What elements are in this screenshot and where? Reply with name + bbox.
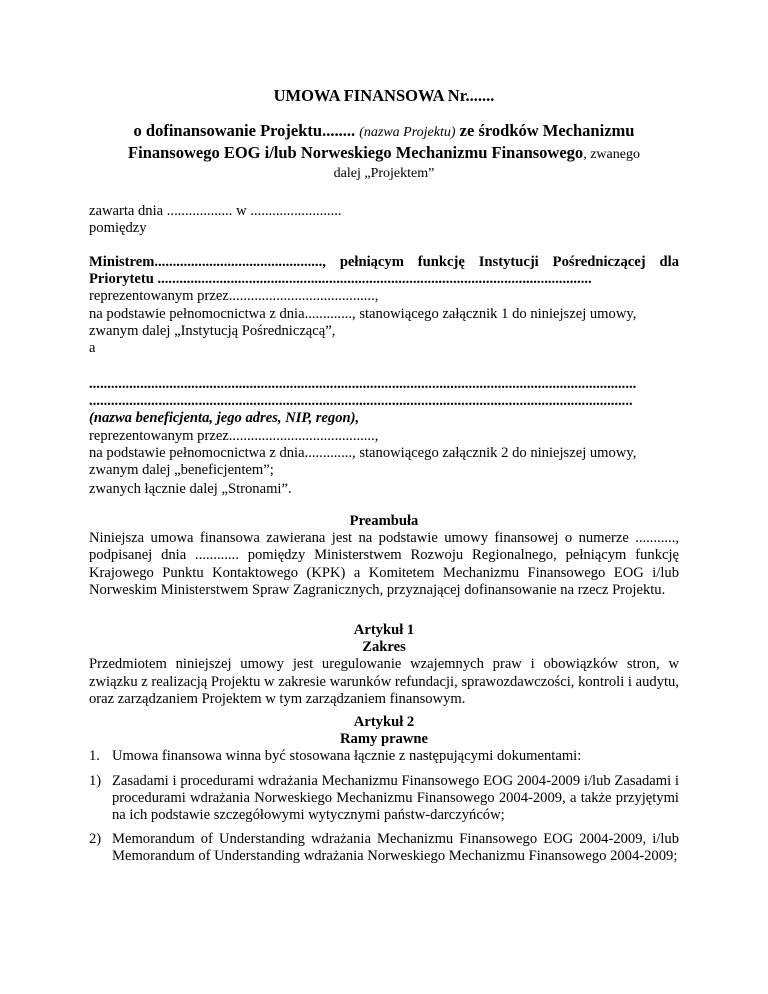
artykul2-item1-text: Umowa finansowa winna być stosowana łącznie z następującymi dokumentami: bbox=[112, 748, 582, 765]
party2-line5: na podstawie pełnomocnictwa z dnia............., stanowiącego załącznik 2 do niniejszej umowy, bbox=[89, 444, 637, 461]
artykul2-subitem-1 bbox=[89, 773, 679, 825]
artykul2-subitem-1-text: Zasadami i procedurami wdrażania Mechanizmu Finansowego EOG 2004-2009 i/lub Zasadami i procedurami wdrażania Norweskiego Mechanizmu Finansowego 2004-2009, a także przyjętymi na ich podstawie szczegółowymi wytycznymi państw-darczyńców; bbox=[112, 772, 679, 824]
subtitle-part1: o dofinansowanie Projektu........ bbox=[133, 121, 356, 140]
party2-block bbox=[89, 376, 679, 479]
stronami-text: zwanych łącznie dalej „Stronami”. bbox=[89, 481, 292, 497]
stronami-block bbox=[89, 481, 679, 498]
party1-line5: zwanym dalej „Instytucją Pośredniczącą”, bbox=[89, 322, 336, 339]
party1-line1b: pełniącym funkcję Instytucji Pośredniczącej dla bbox=[339, 254, 679, 270]
artykul2-section bbox=[89, 714, 679, 866]
party1-block bbox=[89, 254, 679, 357]
preambula-text: Niniejsza umowa finansowa zawierana jest na podstawie umowy finansowej o numerze ..........., podpisanej dnia ............ pomiędzy Ministerstwem Rozwoju Regionalnego, pełniącym funkcję Krajowego Punktu Kontaktowego (KPK) a Komitetem Mechanizmu Finansowego EOG i/lub Norweskim Ministerstwem Spraw Zagranicznych, przyznającej dofinansowanie na rzecz Projektu. bbox=[89, 530, 679, 598]
artykul1-heading: Artykuł 1 bbox=[353, 622, 415, 638]
intro-block bbox=[89, 203, 679, 237]
party1-line4: na podstawie pełnomocnictwa z dnia............., stanowiącego załącznik 1 do niniejszej umowy, bbox=[89, 305, 637, 322]
party1-line6: a bbox=[89, 340, 96, 357]
preambula-heading: Preambuła bbox=[349, 513, 419, 529]
artykul2-subitem-2-num: 2) bbox=[89, 831, 102, 848]
artykul1-section bbox=[89, 622, 679, 708]
artykul1-subheading: Zakres bbox=[362, 639, 406, 656]
subtitle-part2: (nazwa Projektu) bbox=[359, 125, 456, 140]
party2-line6: zwanym dalej „beneficjentem”; bbox=[89, 462, 274, 479]
artykul2-subheading: Ramy prawne bbox=[340, 731, 428, 748]
artykul2-subitem-2 bbox=[89, 831, 679, 865]
party2-line3: (nazwa beneficjenta, jego adres, NIP, regon), bbox=[89, 410, 360, 427]
subtitle-part5: , zwanego bbox=[583, 146, 640, 162]
subtitle-part6: dalej „Projektem” bbox=[333, 166, 435, 181]
artykul2-item1-num: 1. bbox=[89, 748, 100, 765]
document-subtitle bbox=[89, 121, 679, 183]
party2-dots1: ...................................................................................................................................................... bbox=[89, 376, 637, 392]
subtitle-part4: Finansowego EOG i/lub Norweskiego Mechanizmu Finansowego bbox=[128, 142, 584, 162]
artykul2-subitem-1-num: 1) bbox=[89, 772, 102, 789]
artykul2-subitem-2-text: Memorandum of Understanding wdrażania Mechanizmu Finansowego EOG 2004-2009, i/lub Memorandum of Understanding wdrażania Norweskiego Mechanizmu Finansowego 2004-2009; bbox=[112, 831, 679, 865]
party2-dots2: ..................................................................................................................................................... bbox=[89, 393, 633, 410]
party1-line1 bbox=[89, 254, 679, 271]
subtitle-part3: ze środków Mechanizmu bbox=[459, 121, 635, 140]
party1-line1a: Ministrem.............................................., bbox=[89, 254, 326, 270]
document-title: UMOWA FINANSOWA Nr....... bbox=[273, 86, 495, 105]
intro-line2: pomiędzy bbox=[89, 220, 147, 237]
artykul1-text: Przedmiotem niniejszej umowy jest uregulowanie wzajemnych praw i obowiązków stron, w związku z realizacją Projektu w zakresie warunków refundacji, sprawozdawczości, kontroli i audytu, oraz zarządzaniem Projektem w tym zarządzaniem finansowym. bbox=[89, 656, 679, 707]
party1-line3: reprezentowanym przez........................................, bbox=[89, 288, 379, 305]
preambula-section bbox=[89, 513, 679, 599]
party1-line2: Priorytetu ....................................................................................................................... bbox=[89, 271, 592, 288]
party2-line4: reprezentowanym przez........................................, bbox=[89, 427, 379, 444]
intro-line1: zawarta dnia .................. w ......................... bbox=[89, 203, 342, 219]
artykul2-heading: Artykuł 2 bbox=[353, 714, 415, 730]
artykul2-item1 bbox=[89, 748, 679, 765]
